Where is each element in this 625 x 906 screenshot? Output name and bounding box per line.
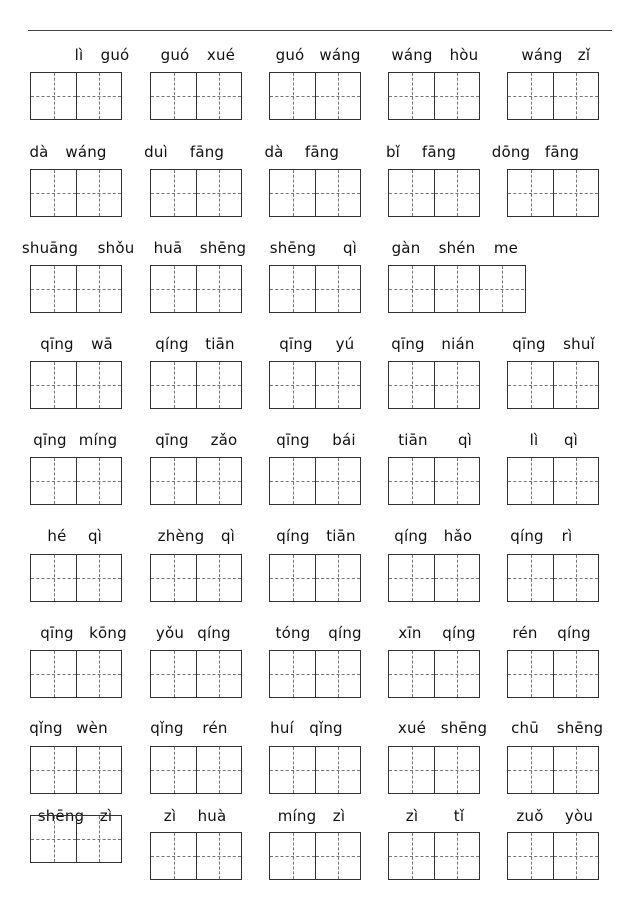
- pinyin-syllable: qì: [457, 431, 473, 449]
- pinyin-syllable: huā: [153, 239, 183, 257]
- character-cell[interactable]: [389, 266, 434, 312]
- tianzige-writing-grid[interactable]: [388, 72, 480, 120]
- character-cell[interactable]: [389, 747, 434, 793]
- pinyin-syllable: qì: [87, 527, 103, 545]
- character-cell[interactable]: [434, 833, 479, 879]
- tianzige-writing-grid[interactable]: [388, 265, 526, 313]
- character-cell[interactable]: [434, 747, 479, 793]
- character-cell[interactable]: [31, 651, 76, 697]
- tianzige-writing-grid[interactable]: [507, 832, 599, 880]
- character-cell[interactable]: [553, 555, 598, 601]
- tianzige-writing-grid[interactable]: [150, 832, 242, 880]
- pinyin-syllable: yòu: [564, 807, 594, 825]
- character-cell[interactable]: [315, 833, 360, 879]
- character-cell[interactable]: [151, 73, 196, 119]
- pinyin-syllable: dōng: [491, 143, 531, 161]
- character-cell[interactable]: [434, 651, 479, 697]
- tianzige-writing-grid[interactable]: [388, 554, 480, 602]
- tianzige-writing-grid[interactable]: [150, 457, 242, 505]
- character-cell[interactable]: [434, 266, 479, 312]
- pinyin-syllable: shuāng: [21, 239, 79, 257]
- character-cell[interactable]: [196, 555, 241, 601]
- tianzige-writing-grid[interactable]: [269, 554, 361, 602]
- tianzige-writing-grid[interactable]: [388, 832, 480, 880]
- tianzige-writing-grid[interactable]: [30, 746, 122, 794]
- pinyin-syllable: qīng: [276, 431, 310, 449]
- pinyin-syllable: qīng: [512, 335, 546, 353]
- pinyin-syllable: kōng: [89, 624, 127, 642]
- pinyin-syllable: chū: [511, 719, 539, 737]
- character-cell[interactable]: [76, 170, 121, 216]
- character-cell[interactable]: [151, 747, 196, 793]
- pinyin-syllable: qì: [342, 239, 358, 257]
- character-cell[interactable]: [315, 458, 360, 504]
- tianzige-writing-grid[interactable]: [30, 361, 122, 409]
- tianzige-writing-grid[interactable]: [269, 361, 361, 409]
- pinyin-syllable: shén: [438, 239, 476, 257]
- character-cell[interactable]: [508, 458, 553, 504]
- tianzige-writing-grid[interactable]: [507, 554, 599, 602]
- pinyin-syllable: lì: [529, 431, 539, 449]
- pinyin-syllable: qíng: [328, 624, 362, 642]
- pinyin-syllable: qì: [563, 431, 579, 449]
- character-cell[interactable]: [270, 362, 315, 408]
- tianzige-writing-grid[interactable]: [30, 169, 122, 217]
- pinyin-syllable: rén: [512, 624, 538, 642]
- character-cell[interactable]: [434, 458, 479, 504]
- character-cell[interactable]: [389, 362, 434, 408]
- character-cell[interactable]: [315, 555, 360, 601]
- pinyin-syllable: shēng: [199, 239, 247, 257]
- pinyin-syllable: nián: [441, 335, 475, 353]
- pinyin-syllable: qíng: [155, 335, 189, 353]
- pinyin-syllable: zì: [163, 807, 177, 825]
- character-cell[interactable]: [76, 266, 121, 312]
- pinyin-syllable: huí: [270, 719, 294, 737]
- pinyin-syllable: hòu: [449, 46, 479, 64]
- character-cell[interactable]: [270, 73, 315, 119]
- character-cell[interactable]: [508, 747, 553, 793]
- pinyin-syllable: wā: [91, 335, 113, 353]
- pinyin-syllable: hé: [47, 527, 67, 545]
- tianzige-writing-grid[interactable]: [30, 554, 122, 602]
- character-cell[interactable]: [553, 362, 598, 408]
- pinyin-syllable: xué: [397, 719, 427, 737]
- pinyin-syllable: qíng: [197, 624, 231, 642]
- pinyin-syllable: xué: [206, 46, 236, 64]
- character-cell[interactable]: [553, 651, 598, 697]
- tianzige-writing-grid[interactable]: [388, 169, 480, 217]
- character-cell[interactable]: [389, 73, 434, 119]
- pinyin-syllable: qīng: [279, 335, 313, 353]
- pinyin-syllable: shǒu: [97, 239, 135, 257]
- character-cell[interactable]: [196, 458, 241, 504]
- pinyin-syllable: míng: [277, 807, 317, 825]
- tianzige-writing-grid[interactable]: [150, 554, 242, 602]
- tianzige-writing-grid[interactable]: [388, 746, 480, 794]
- pinyin-syllable: qīng: [33, 431, 67, 449]
- character-cell[interactable]: [315, 170, 360, 216]
- pinyin-syllable: wáng: [319, 46, 361, 64]
- pinyin-syllable: fāng: [304, 143, 340, 161]
- character-cell[interactable]: [31, 555, 76, 601]
- character-cell[interactable]: [389, 833, 434, 879]
- character-cell[interactable]: [479, 266, 524, 312]
- pinyin-syllable: tiān: [326, 527, 356, 545]
- tianzige-writing-grid[interactable]: [150, 650, 242, 698]
- pinyin-syllable: wáng: [521, 46, 563, 64]
- character-cell[interactable]: [434, 73, 479, 119]
- character-cell[interactable]: [31, 747, 76, 793]
- character-cell[interactable]: [434, 170, 479, 216]
- character-cell[interactable]: [553, 170, 598, 216]
- character-cell[interactable]: [31, 362, 76, 408]
- pinyin-syllable: fāng: [544, 143, 580, 161]
- character-cell[interactable]: [151, 555, 196, 601]
- character-cell[interactable]: [151, 833, 196, 879]
- character-cell[interactable]: [270, 747, 315, 793]
- character-cell[interactable]: [76, 747, 121, 793]
- pinyin-syllable: qì: [220, 527, 236, 545]
- character-cell[interactable]: [315, 73, 360, 119]
- pinyin-syllable: shēng: [269, 239, 317, 257]
- character-cell[interactable]: [508, 170, 553, 216]
- character-cell[interactable]: [151, 266, 196, 312]
- tianzige-writing-grid[interactable]: [269, 265, 361, 313]
- pinyin-syllable: zǐ: [577, 46, 591, 64]
- pinyin-syllable: shēng: [556, 719, 604, 737]
- character-cell[interactable]: [151, 362, 196, 408]
- pinyin-syllable: yǒu: [155, 624, 185, 642]
- character-cell[interactable]: [151, 458, 196, 504]
- tianzige-writing-grid[interactable]: [388, 457, 480, 505]
- pinyin-syllable: wáng: [65, 143, 107, 161]
- character-cell[interactable]: [76, 816, 121, 862]
- pinyin-syllable: shēng: [440, 719, 488, 737]
- pinyin-syllable: qīng: [391, 335, 425, 353]
- character-cell[interactable]: [389, 555, 434, 601]
- pinyin-syllable: míng: [78, 431, 118, 449]
- tianzige-writing-grid[interactable]: [150, 72, 242, 120]
- character-cell[interactable]: [31, 458, 76, 504]
- tianzige-writing-grid[interactable]: [150, 169, 242, 217]
- tianzige-writing-grid[interactable]: [150, 746, 242, 794]
- tianzige-writing-grid[interactable]: [30, 650, 122, 698]
- character-cell[interactable]: [553, 833, 598, 879]
- character-cell[interactable]: [315, 651, 360, 697]
- pinyin-syllable: zǎo: [210, 431, 238, 449]
- tianzige-writing-grid[interactable]: [269, 169, 361, 217]
- tianzige-writing-grid[interactable]: [269, 457, 361, 505]
- character-cell[interactable]: [434, 362, 479, 408]
- character-cell[interactable]: [434, 555, 479, 601]
- pinyin-syllable: qíng: [394, 527, 428, 545]
- pinyin-syllable: huà: [197, 807, 227, 825]
- character-cell[interactable]: [76, 555, 121, 601]
- pinyin-syllable: qīng: [40, 335, 74, 353]
- character-cell[interactable]: [508, 73, 553, 119]
- tianzige-writing-grid[interactable]: [150, 361, 242, 409]
- top-rule: [28, 30, 612, 31]
- tianzige-writing-grid[interactable]: [507, 650, 599, 698]
- character-cell[interactable]: [196, 833, 241, 879]
- tianzige-writing-grid[interactable]: [388, 650, 480, 698]
- pinyin-syllable: gàn: [391, 239, 421, 257]
- character-cell[interactable]: [389, 458, 434, 504]
- pinyin-syllable: tóng: [275, 624, 311, 642]
- tianzige-writing-grid[interactable]: [388, 361, 480, 409]
- pinyin-syllable: hǎo: [443, 527, 473, 545]
- tianzige-writing-grid[interactable]: [269, 832, 361, 880]
- pinyin-syllable: fāng: [189, 143, 225, 161]
- character-cell[interactable]: [508, 651, 553, 697]
- pinyin-syllable: tiān: [205, 335, 235, 353]
- pinyin-syllable: rén: [202, 719, 228, 737]
- character-cell[interactable]: [508, 833, 553, 879]
- pinyin-syllable: bǐ: [385, 143, 401, 161]
- character-cell[interactable]: [76, 651, 121, 697]
- character-cell[interactable]: [270, 555, 315, 601]
- character-cell[interactable]: [31, 170, 76, 216]
- character-cell[interactable]: [553, 73, 598, 119]
- character-cell[interactable]: [151, 651, 196, 697]
- pinyin-syllable: zì: [332, 807, 346, 825]
- pinyin-syllable: yú: [335, 335, 355, 353]
- pinyin-syllable: bái: [332, 431, 356, 449]
- tianzige-writing-grid[interactable]: [150, 265, 242, 313]
- pinyin-syllable: shuǐ: [563, 335, 595, 353]
- character-cell[interactable]: [76, 458, 121, 504]
- character-cell[interactable]: [508, 362, 553, 408]
- pinyin-syllable: guó: [275, 46, 305, 64]
- character-cell[interactable]: [553, 458, 598, 504]
- pinyin-syllable: duì: [144, 143, 168, 161]
- pinyin-syllable: qīng: [40, 624, 74, 642]
- tianzige-writing-grid[interactable]: [507, 457, 599, 505]
- pinyin-syllable: tǐ: [453, 807, 465, 825]
- pinyin-syllable: qǐng: [309, 719, 343, 737]
- pinyin-syllable: dà: [29, 143, 49, 161]
- character-cell[interactable]: [196, 651, 241, 697]
- character-cell[interactable]: [31, 73, 76, 119]
- character-cell[interactable]: [389, 651, 434, 697]
- pinyin-syllable: zì: [405, 807, 419, 825]
- pinyin-syllable: wèn: [76, 719, 108, 737]
- pinyin-syllable: rì: [561, 527, 573, 545]
- character-cell[interactable]: [270, 170, 315, 216]
- tianzige-writing-grid[interactable]: [269, 72, 361, 120]
- pinyin-syllable: qíng: [557, 624, 591, 642]
- tianzige-writing-grid[interactable]: [507, 361, 599, 409]
- tianzige-writing-grid[interactable]: [30, 72, 122, 120]
- pinyin-syllable: qíng: [442, 624, 476, 642]
- tianzige-writing-grid[interactable]: [30, 457, 122, 505]
- tianzige-writing-grid[interactable]: [269, 650, 361, 698]
- tianzige-writing-grid[interactable]: [507, 746, 599, 794]
- character-cell[interactable]: [31, 816, 76, 862]
- pinyin-syllable: zhèng: [157, 527, 205, 545]
- pinyin-syllable: qíng: [510, 527, 544, 545]
- tianzige-writing-grid[interactable]: [30, 265, 122, 313]
- tianzige-writing-grid[interactable]: [507, 169, 599, 217]
- pinyin-syllable: me: [493, 239, 519, 257]
- character-cell[interactable]: [151, 170, 196, 216]
- pinyin-syllable: zuǒ: [516, 807, 544, 825]
- pinyin-syllable: qǐng: [29, 719, 63, 737]
- character-cell[interactable]: [31, 266, 76, 312]
- character-cell[interactable]: [508, 555, 553, 601]
- character-cell[interactable]: [76, 73, 121, 119]
- pinyin-syllable: qǐng: [150, 719, 184, 737]
- pinyin-syllable: qīng: [155, 431, 189, 449]
- character-cell[interactable]: [196, 266, 241, 312]
- character-cell[interactable]: [389, 170, 434, 216]
- pinyin-syllable: qíng: [276, 527, 310, 545]
- pinyin-syllable: tiān: [398, 431, 428, 449]
- character-cell[interactable]: [196, 747, 241, 793]
- character-cell[interactable]: [270, 266, 315, 312]
- pinyin-syllable: shēng: [37, 807, 85, 825]
- character-cell[interactable]: [315, 362, 360, 408]
- character-cell[interactable]: [270, 651, 315, 697]
- character-cell[interactable]: [76, 362, 121, 408]
- character-cell[interactable]: [196, 73, 241, 119]
- character-cell[interactable]: [315, 266, 360, 312]
- character-cell[interactable]: [196, 362, 241, 408]
- character-cell[interactable]: [196, 170, 241, 216]
- pinyin-syllable: wáng: [391, 46, 433, 64]
- character-cell[interactable]: [553, 747, 598, 793]
- tianzige-writing-grid[interactable]: [269, 746, 361, 794]
- pinyin-syllable: zì: [99, 807, 113, 825]
- pinyin-syllable: guó: [160, 46, 190, 64]
- character-cell[interactable]: [315, 747, 360, 793]
- tianzige-writing-grid[interactable]: [30, 815, 122, 863]
- pinyin-syllable: dà: [264, 143, 284, 161]
- character-cell[interactable]: [270, 458, 315, 504]
- tianzige-writing-grid[interactable]: [507, 72, 599, 120]
- pinyin-syllable: fāng: [421, 143, 457, 161]
- pinyin-syllable: xīn: [398, 624, 422, 642]
- pinyin-syllable: guó: [100, 46, 130, 64]
- pinyin-syllable: lì: [74, 46, 84, 64]
- character-cell[interactable]: [270, 833, 315, 879]
